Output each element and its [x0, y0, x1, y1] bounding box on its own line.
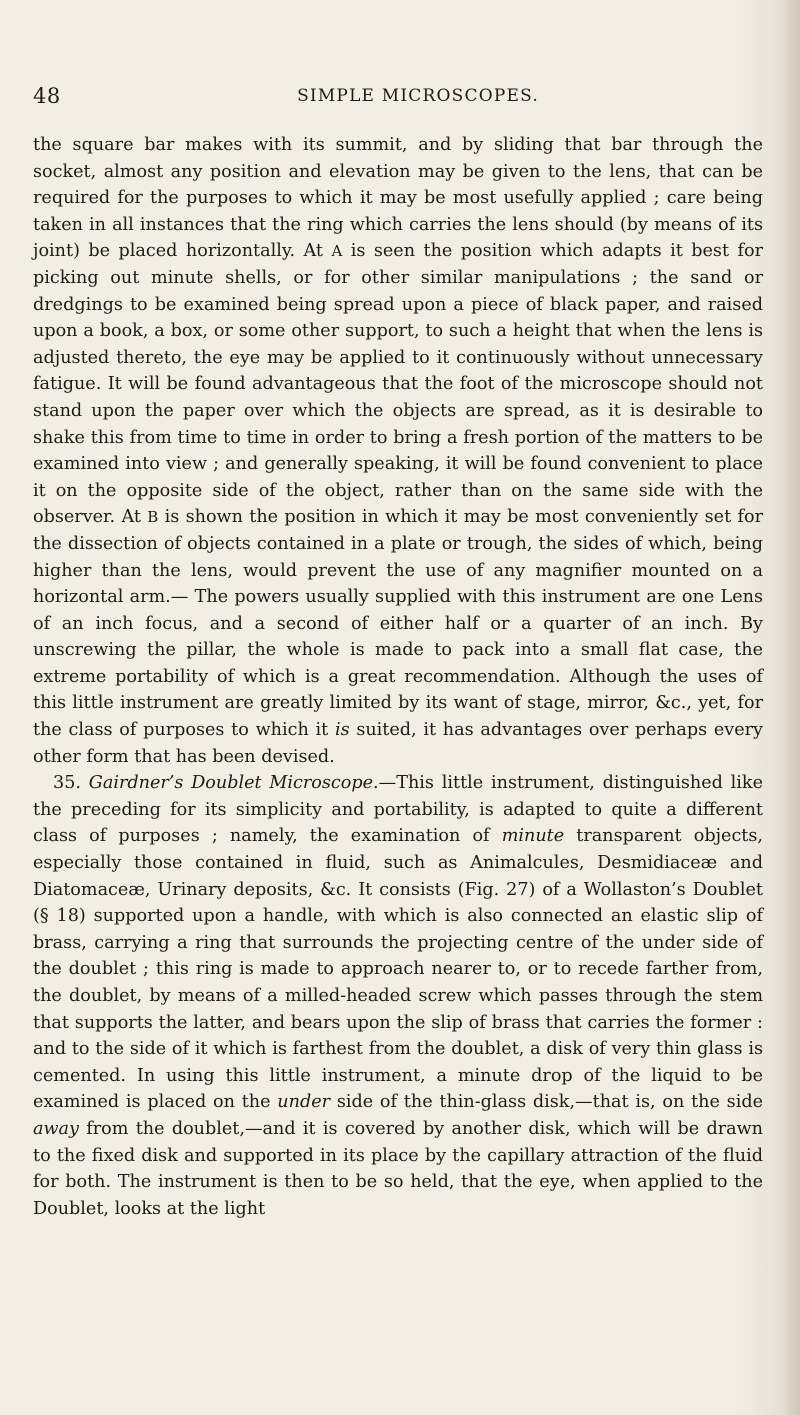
text-run: transparent objects, especially those contained in fluid, such as Animalcules, Desmidiaceæ and Diatomaceæ, Urinary deposits, &c. It consists (Fig. 27) of a Wollaston’s Doublet (§ 18) supported upon a handle, with which is also connected an elastic slip of brass, carrying a ring that surrounds the projecting centre of the under side of the doublet ; this ring is made to approach nearer to, or to recede farther from, the doublet, by means of a milled-headed screw which passes through the stem that supports the latter, and bears upon the slip of brass that carries the former : and to the side of it which is farthest from the doublet, a disk of very thin glass is cemented. In using this little instrument, a minute drop of the liquid to be examined is placed on the — [33, 826, 763, 1113]
text-run: the square bar makes with its summit, and by sliding that bar through the socket, almost any position and elevation may be given to the lens, that can be required for the purposes to which it may be most usefully applied ; care being taken in all instances that the ring which carries the lens should (by means of its joint) be placed horizontally. At — [33, 135, 763, 262]
page-edge-shadow — [782, 0, 800, 1415]
text-run: is seen the position which adapts it best for picking out minute shells, or for other similar manipulations ; the sand or dredgings to be examined being spread upon a piece of black paper, and raised upon a book, a box, or some other support, to such a height that when the lens is adjusted thereto, the eye may be applied to it continuously without unnecessary fatigue. It will be found advantageous that the foot of the microscope should not stand upon the paper over which the objects are spread, as it is desirable to shake this from time to time in order to bring a fresh portion of the matters to be examined into view ; and generally speaking, it will be found convenient to place it on the opposite side of the object, rather than on the same side with the observer. At — [33, 241, 763, 528]
italic-word: under — [277, 1092, 331, 1113]
italic-word: minute — [501, 826, 565, 847]
italic-word: away — [33, 1118, 79, 1139]
section-number: 35. — [53, 773, 89, 794]
page-number: 48 — [33, 84, 61, 108]
text-run: side of the thin-glass disk,—that is, on the side — [330, 1092, 763, 1113]
text-run: is shown the position in which it may be most conveniently set for the dissection of objects contained in a plate or trough, the sides of which, being higher than the lens, would prevent the use of any magnifier mounted on a horizontal arm.— The powers usually supplied with this instrument are one Lens of an inch focus, and a second of either half or a quarter of an inch. By unscrewing the pillar, the whole is made to pack into a small flat case, the extreme portability of which is a great recommendation. Although the uses of this little instrument are greatly limited by its want of stage, mirror, &c., yet, for the class of purposes to which it — [33, 507, 763, 741]
body-text — [33, 132, 763, 1222]
figure-letter-a: A — [331, 242, 343, 261]
running-head: SIMPLE MICROSCOPES. — [297, 86, 539, 106]
italic-word: is — [334, 720, 350, 741]
text-run: —This little instrument, distinguished like the preceding for its simplicity and portability, is adapted to quite a different class of purposes ; namely, the examination of — [33, 773, 763, 847]
paragraph-2 — [33, 770, 763, 1222]
text-run: from the doublet,—and it is covered by another disk, which will be drawn to the fixed disk and supported in its place by the capillary attraction of the fluid for both. The instrument is then to be so held, that the eye, when applied to the Doublet, looks at the light — [33, 1118, 763, 1219]
figure-letter-b: B — [147, 508, 159, 527]
section-title: Gairdner’s Doublet Microscope. — [88, 773, 379, 794]
paragraph-1 — [33, 132, 763, 770]
text-run: suited, it has advantages over perhaps every other form that has been devised. — [33, 720, 763, 767]
page-header — [33, 84, 763, 114]
